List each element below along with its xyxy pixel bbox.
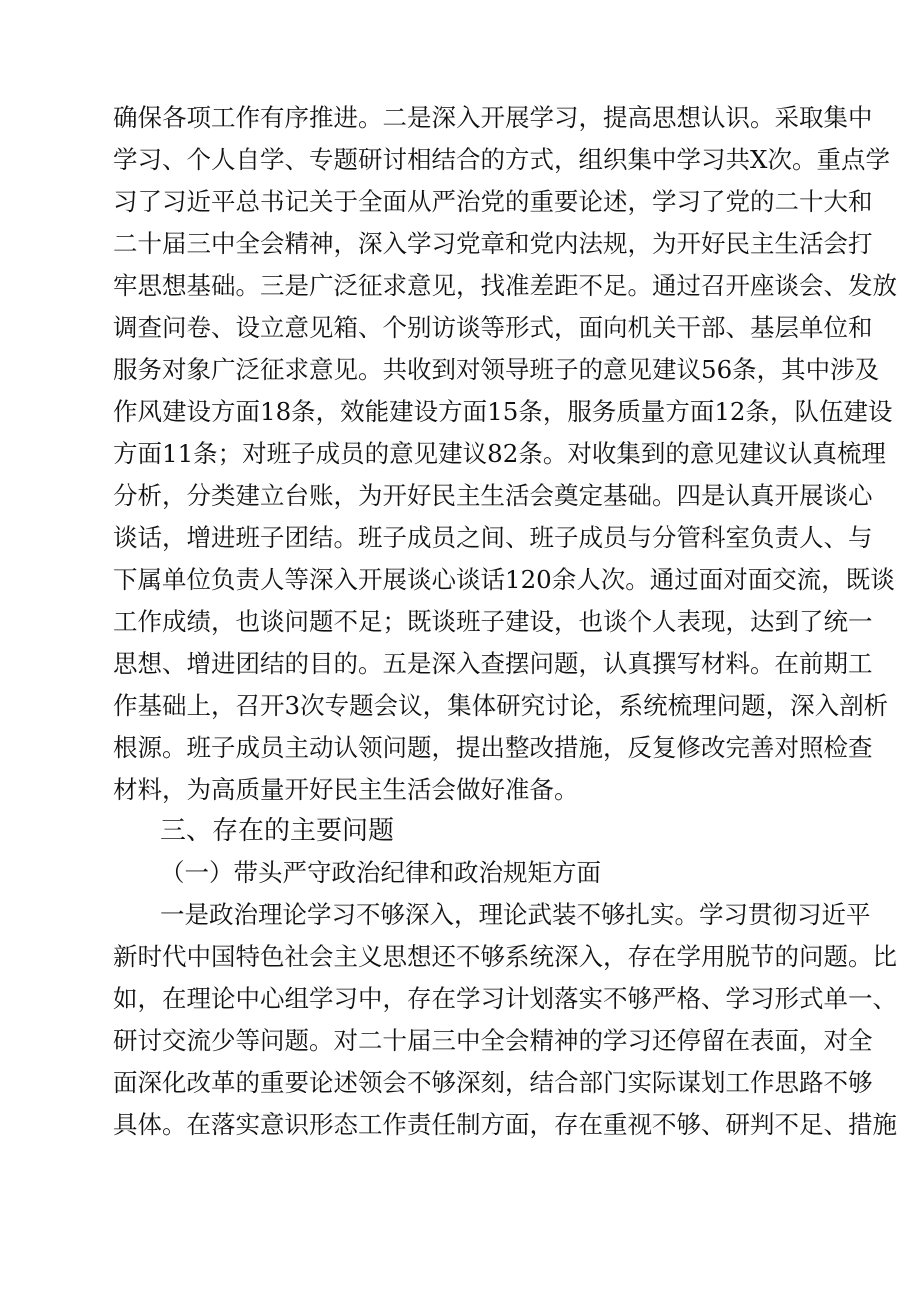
paragraph-line: 作风建设方面18条，效能建设方面15条，服务质量方面12条，队伍建设	[113, 397, 893, 426]
section-heading: 三、存在的主要问题	[160, 816, 395, 846]
paragraph-line: 工作成绩，也谈问题不足；既谈班子建设，也谈个人表现，达到了统一	[113, 607, 873, 636]
paragraph-line: 一是政治理论学习不够深入，理论武装不够扎实。学习贯彻习近平	[160, 900, 871, 929]
paragraph-line: 根源。班子成员主动认领问题，提出整改措施，反复修改完善对照检查	[113, 733, 873, 762]
paragraph-line: 下属单位负责人等深入开展谈心谈话120余人次。通过面对面交流，既谈	[113, 565, 895, 594]
paragraph-line: 作基础上，召开3次专题会议，集体研究讨论，系统梳理问题，深入剖析	[113, 691, 889, 720]
paragraph-line: 新时代中国特色社会主义思想还不够系统深入，存在学用脱节的问题。比	[113, 942, 897, 971]
paragraph-line: 牢思想基础。三是广泛征求意见，找准差距不足。通过召开座谈会、发放	[113, 271, 897, 300]
paragraph-line: 材料，为高质量开好民主生活会做好准备。	[113, 775, 579, 804]
paragraph-line: 面深化改革的重要论述领会不够深刻，结合部门实际谋划工作思路不够	[113, 1068, 873, 1097]
paragraph-line: 谈话，增进班子团结。班子成员之间、班子成员与分管科室负责人、与	[113, 523, 873, 552]
paragraph-line: 方面11条；对班子成员的意见建议82条。对收集到的意见建议认真梳理	[113, 439, 886, 468]
paragraph-line: 学习、个人自学、专题研讨相结合的方式，组织集中学习共X次。重点学	[113, 145, 890, 174]
paragraph-line: 习了习近平总书记关于全面从严治党的重要论述，学习了党的二十大和	[113, 187, 873, 216]
paragraph-line: 研讨交流少等问题。对二十届三中全会精神的学习还停留在表面，对全	[113, 1026, 873, 1055]
paragraph-line: 如，在理论中心组学习中，存在学习计划落实不够严格、学习形式单一、	[113, 984, 897, 1013]
paragraph-line: 确保各项工作有序推进。二是深入开展学习，提高思想认识。采取集中	[113, 103, 873, 132]
paragraph-line: 具体。在落实意识形态工作责任制方面，存在重视不够、研判不足、措施	[113, 1110, 897, 1139]
paragraph-line: 调查问卷、设立意见箱、个别访谈等形式，面向机关干部、基层单位和	[113, 313, 873, 342]
paragraph-line: 二十届三中全会精神，深入学习党章和党内法规，为开好民主生活会打	[113, 229, 873, 258]
subsection-heading: （一）带头严守政治纪律和政治规矩方面	[160, 858, 601, 887]
paragraph-line: 服务对象广泛征求意见。共收到对领导班子的意见建议56条，其中涉及	[113, 355, 880, 384]
paragraph-line: 分析，分类建立台账，为开好民主生活会奠定基础。四是认真开展谈心	[113, 481, 873, 510]
paragraph-line: 思想、增进团结的目的。五是深入查摆问题，认真撰写材料。在前期工	[113, 649, 873, 678]
